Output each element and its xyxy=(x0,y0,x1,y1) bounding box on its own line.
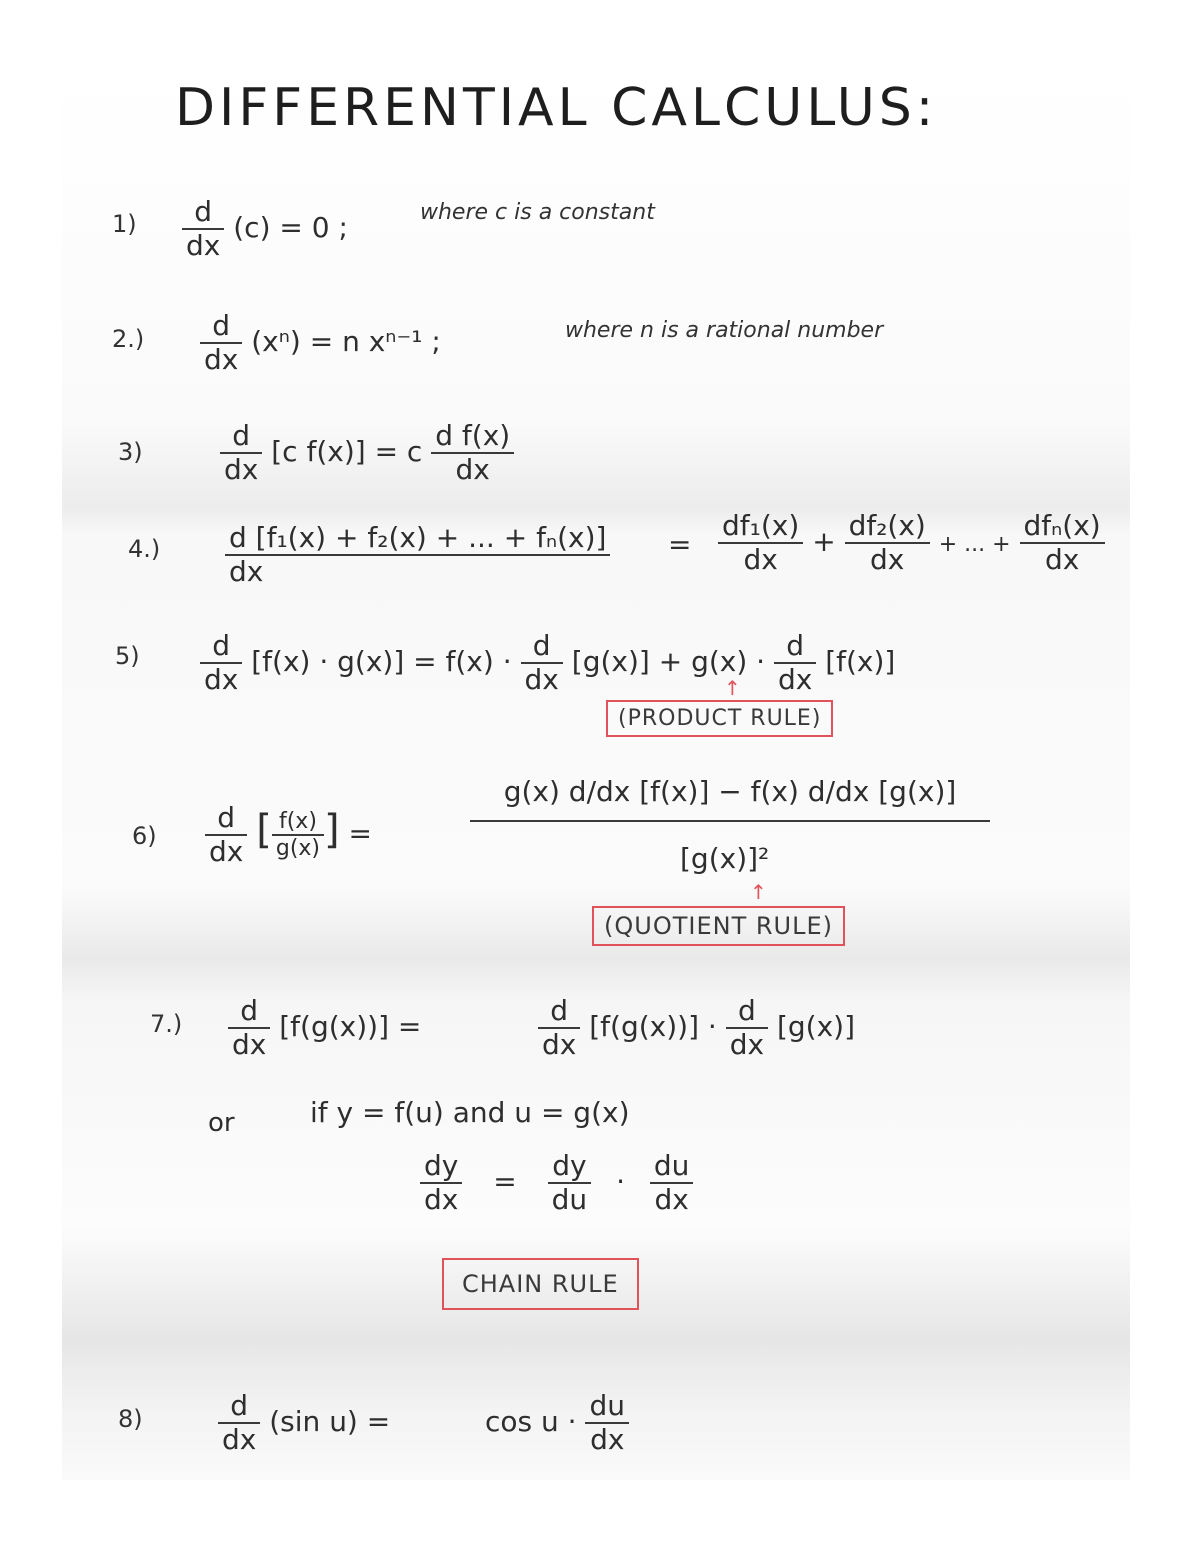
rule-8-rhs: cos u · $\frac{du}{dx}$ xyxy=(485,1390,629,1456)
rule-1-note: where c is a constant xyxy=(420,200,655,225)
rule-6-number: 6) xyxy=(132,822,157,850)
chain-rule-label: CHAIN RULE xyxy=(442,1258,639,1310)
rule-8-number: 8) xyxy=(118,1405,143,1433)
rule-7-or: or xyxy=(208,1108,235,1138)
rule-1-number: 1) xyxy=(112,210,137,238)
rule-3-formula: $\frac{d}{dx}$ [c f(x)] = c $\frac{\text{d f(x)}}{dx}$ xyxy=(220,420,514,486)
chain-rule-leibniz: $\frac{dy}{dx}$ = $\frac{dy}{du}$ · $\frac{du}{dx}$ xyxy=(420,1150,693,1216)
derivative-operator: $\frac{d}{dx}$ xyxy=(200,310,242,376)
rule-7-condition: if y = f(u) and u = g(x) xyxy=(310,1096,630,1129)
rule-7-rhs: $\frac{d}{dx}$ [f(g(x))] · $\frac{d}{dx}$ [g(x)] xyxy=(538,995,855,1061)
quotient-rule-arrow: ↑ xyxy=(750,880,767,904)
rule-4-number: 4.) xyxy=(128,535,161,563)
rule-2-formula: $\frac{d}{dx}$ (xⁿ) = n xⁿ⁻¹ ; xyxy=(200,310,441,376)
rule-1-formula: $\frac{d}{dx}$ (c) = 0 ; xyxy=(182,196,348,262)
quotient-rule-label: (QUOTIENT RULE) xyxy=(592,906,845,946)
rule-6-lhs: $\frac{d}{dx}$ [ $\frac{f(x)}{g(x)}$ ] = xyxy=(205,802,372,868)
rule-5-number: 5) xyxy=(115,642,140,670)
quotient-denominator: [g(x)]² xyxy=(680,842,770,875)
product-rule-arrow: ↑ xyxy=(724,676,741,700)
derivative-operator: $\frac{d}{dx}$ xyxy=(220,420,262,486)
rhs-fraction: $\frac{\text{d f(x)}}{dx}$ xyxy=(431,420,514,486)
rule-7-formula: $\frac{d}{dx}$ [f(g(x))] = xyxy=(228,995,421,1061)
quotient-numerator: g(x) d/dx [f(x)] − f(x) d/dx [g(x)] xyxy=(470,775,990,822)
rule-2-number: 2.) xyxy=(112,325,145,353)
derivative-operator: $\frac{d}{dx}$ xyxy=(182,196,224,262)
rule-5-formula: $\frac{d}{dx}$ [f(x) · g(x)] = f(x) · $\frac{d}{dx}$ [g(x)] + g(x) · $\frac{d}{dx}$ [f(x)] xyxy=(200,630,895,696)
rule-8-formula: $\frac{d}{dx}$ (sin u) = xyxy=(218,1390,390,1456)
rule-4-lhs: $\frac{\text{d [f₁(x) + f₂(x) + ... + fₙ(x)]}}{dx}$ xyxy=(225,522,610,588)
rule-4-equals: = xyxy=(668,528,692,561)
rule-2-note: where n is a rational number xyxy=(565,318,884,343)
page-title: DIFFERENTIAL CALCULUS: xyxy=(175,78,938,138)
rule-4-rhs: $\frac{\text{df₁(x)}}{dx}$ + $\frac{\text{df₂(x)}}{dx}$ + ... + $\frac{\text{dfₙ(x)}}{dx}$ xyxy=(718,510,1105,576)
rule-7-number: 7.) xyxy=(150,1010,183,1038)
rule-3-number: 3) xyxy=(118,438,143,466)
product-rule-label: (PRODUCT RULE) xyxy=(606,700,833,737)
